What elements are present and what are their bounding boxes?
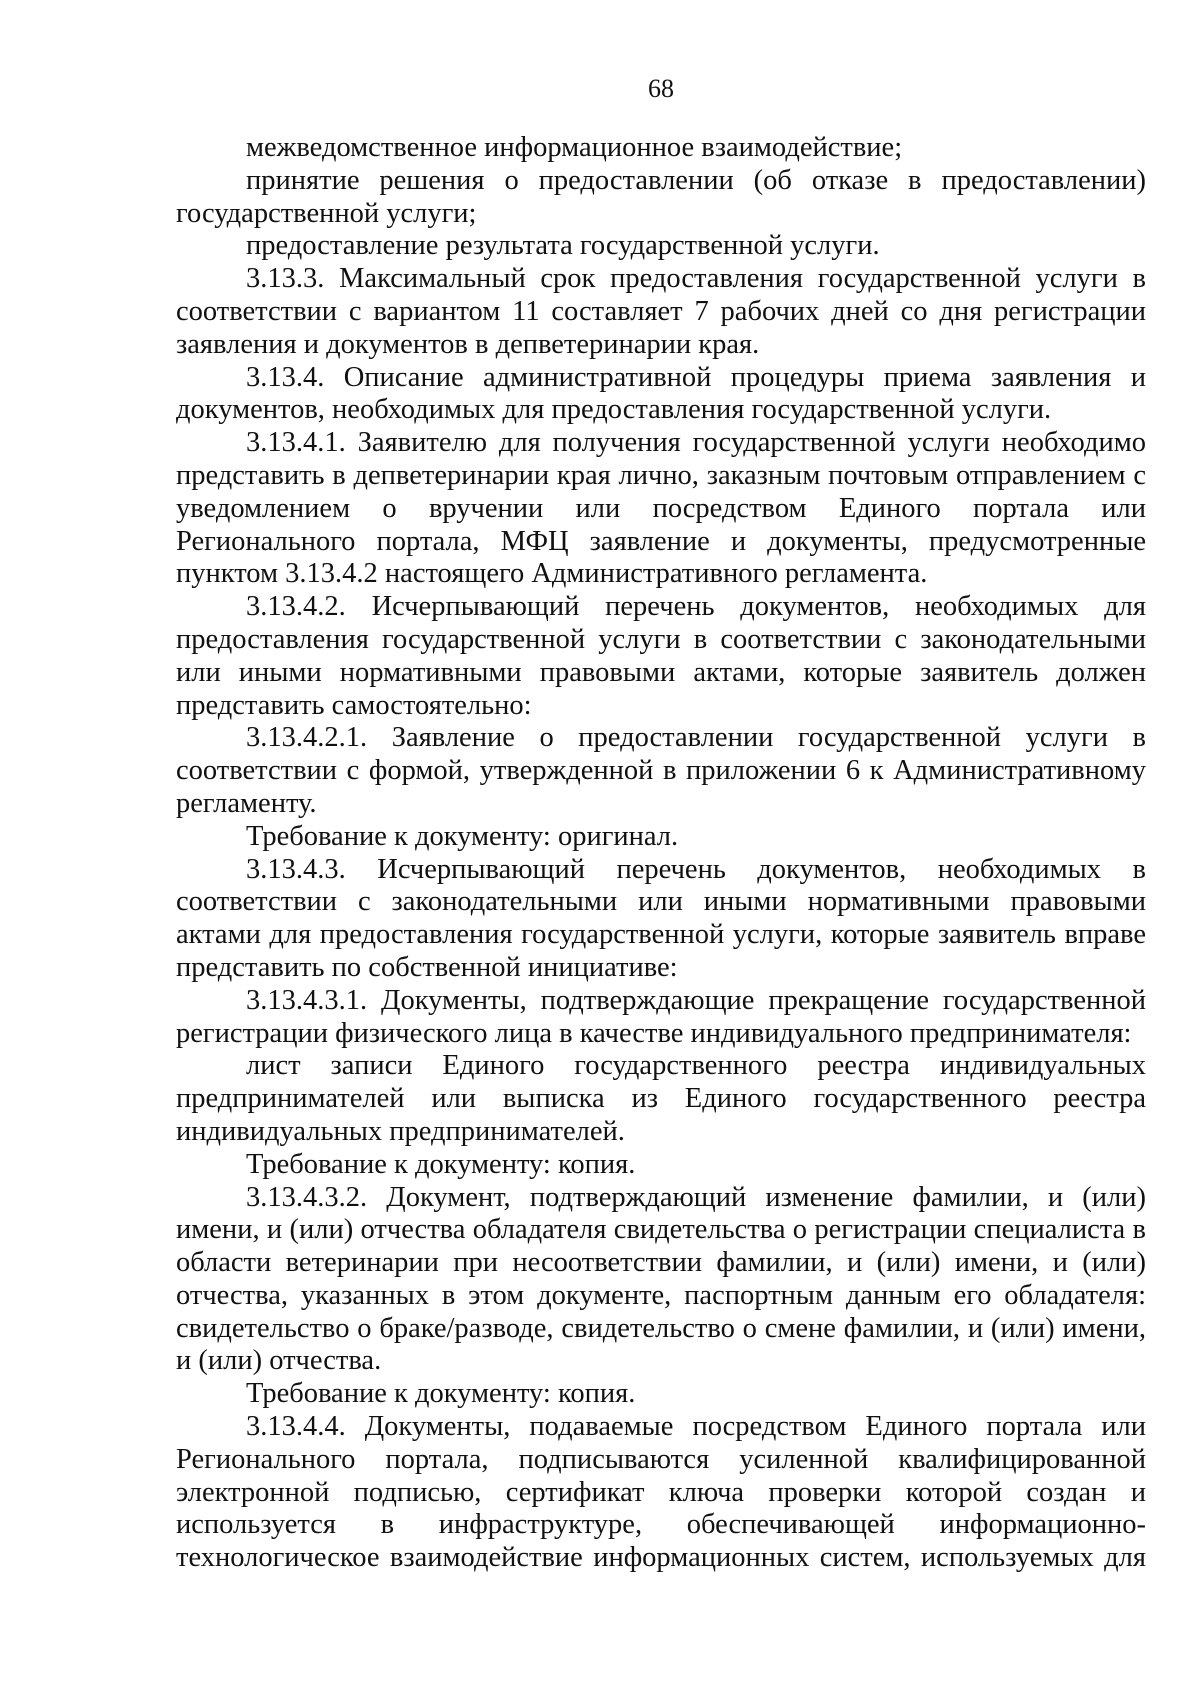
- paragraph-interagency-interaction: межведомственное информационное взаимодействие;: [246, 132, 903, 163]
- paragraph-egrip-record: лист записи Единого государственного реестра индивидуальных предпринимателей или выписка из Единого государственного реестра индивидуальных предпринимателей.: [176, 1050, 1146, 1147]
- paragraph-result-provision: предоставление результата государственной услуги.: [246, 230, 880, 262]
- paragraph-requirement-copy-1: Требование к документу: копия.: [246, 1148, 636, 1180]
- paragraph-requirement-original: Требование к документу: оригинал.: [246, 820, 679, 852]
- paragraph-3-13-4-2: 3.13.4.2. Исчерпывающий перечень документов, необходимых для предоставления государственной услуги в соответствии с законодательными или иными нормативными правовыми актами, которые заявитель должен представить самостоятельно:: [176, 591, 1146, 721]
- paragraph-3-13-3: 3.13.3. Максимальный срок предоставления государственной услуги в соответствии с вариантом 11 составляет 7 рабочих дней со дня регистрации заявления и документов в депветеринарии края.: [176, 263, 1146, 360]
- paragraph-3-13-4-3-1: 3.13.4.3.1. Документы, подтверждающие прекращение государственной регистрации физического лица в качестве индивидуального предпринимателя:: [176, 984, 1146, 1049]
- paragraph-requirement-copy-2: Требование к документу: копия.: [246, 1378, 636, 1410]
- paragraph-3-13-4-3-2: 3.13.4.3.2. Документ, подтверждающий изменение фамилии, и (или) имени, и (или) отчества обладателя свидетельства о регистрации специалиста в области ветеринарии при несоответствии фамилии, и (или) имени, и (или) отчества, указанных в этом документе, паспортным данным его обладателя: свидетельство о браке/разводе, свидетельство о смене фамилии, и (или) имени, и (или) отчества.: [176, 1181, 1146, 1377]
- paragraph-3-13-4-2-1: 3.13.4.2.1. Заявление о предоставлении государственной услуги в соответствии с формой, утвержденной в приложении 6 к Административному регламенту.: [176, 722, 1146, 819]
- paragraph-decision-making: принятие решения о предоставлении (об отказе в предоставлении) государственной услуги;: [176, 164, 1146, 229]
- paragraph-3-13-4-4: 3.13.4.4. Документы, подаваемые посредством Единого портала или Регионального портала, подписываются усиленной квалифицированной электронной подписью, сертификат ключа проверки которой создан и используется в инфраструктуре, обеспечивающей информационно-технологическое взаимодействие информационных систем, используемых для: [176, 1411, 1146, 1574]
- page-number: 68: [648, 74, 674, 103]
- document-body: [176, 132, 1146, 1575]
- paragraph-3-13-4-1: 3.13.4.1. Заявителю для получения государственной услуги необходимо представить в депветеринарии края лично, заказным почтовым отправлением с уведомлением о вручении или посредством Единого портала или Регионального портала, МФЦ заявление и документы, предусмотренные пунктом 3.13.4.2 настоящего Административного регламента.: [176, 427, 1146, 590]
- paragraph-3-13-4-3: 3.13.4.3. Исчерпывающий перечень документов, необходимых в соответствии с законодательными или иными нормативными правовыми актами для предоставления государственной услуги, которые заявитель вправе представить по собственной инициативе:: [176, 853, 1146, 983]
- paragraph-3-13-4: 3.13.4. Описание административной процедуры приема заявления и документов, необходимых для предоставления государственной услуги.: [176, 361, 1146, 426]
